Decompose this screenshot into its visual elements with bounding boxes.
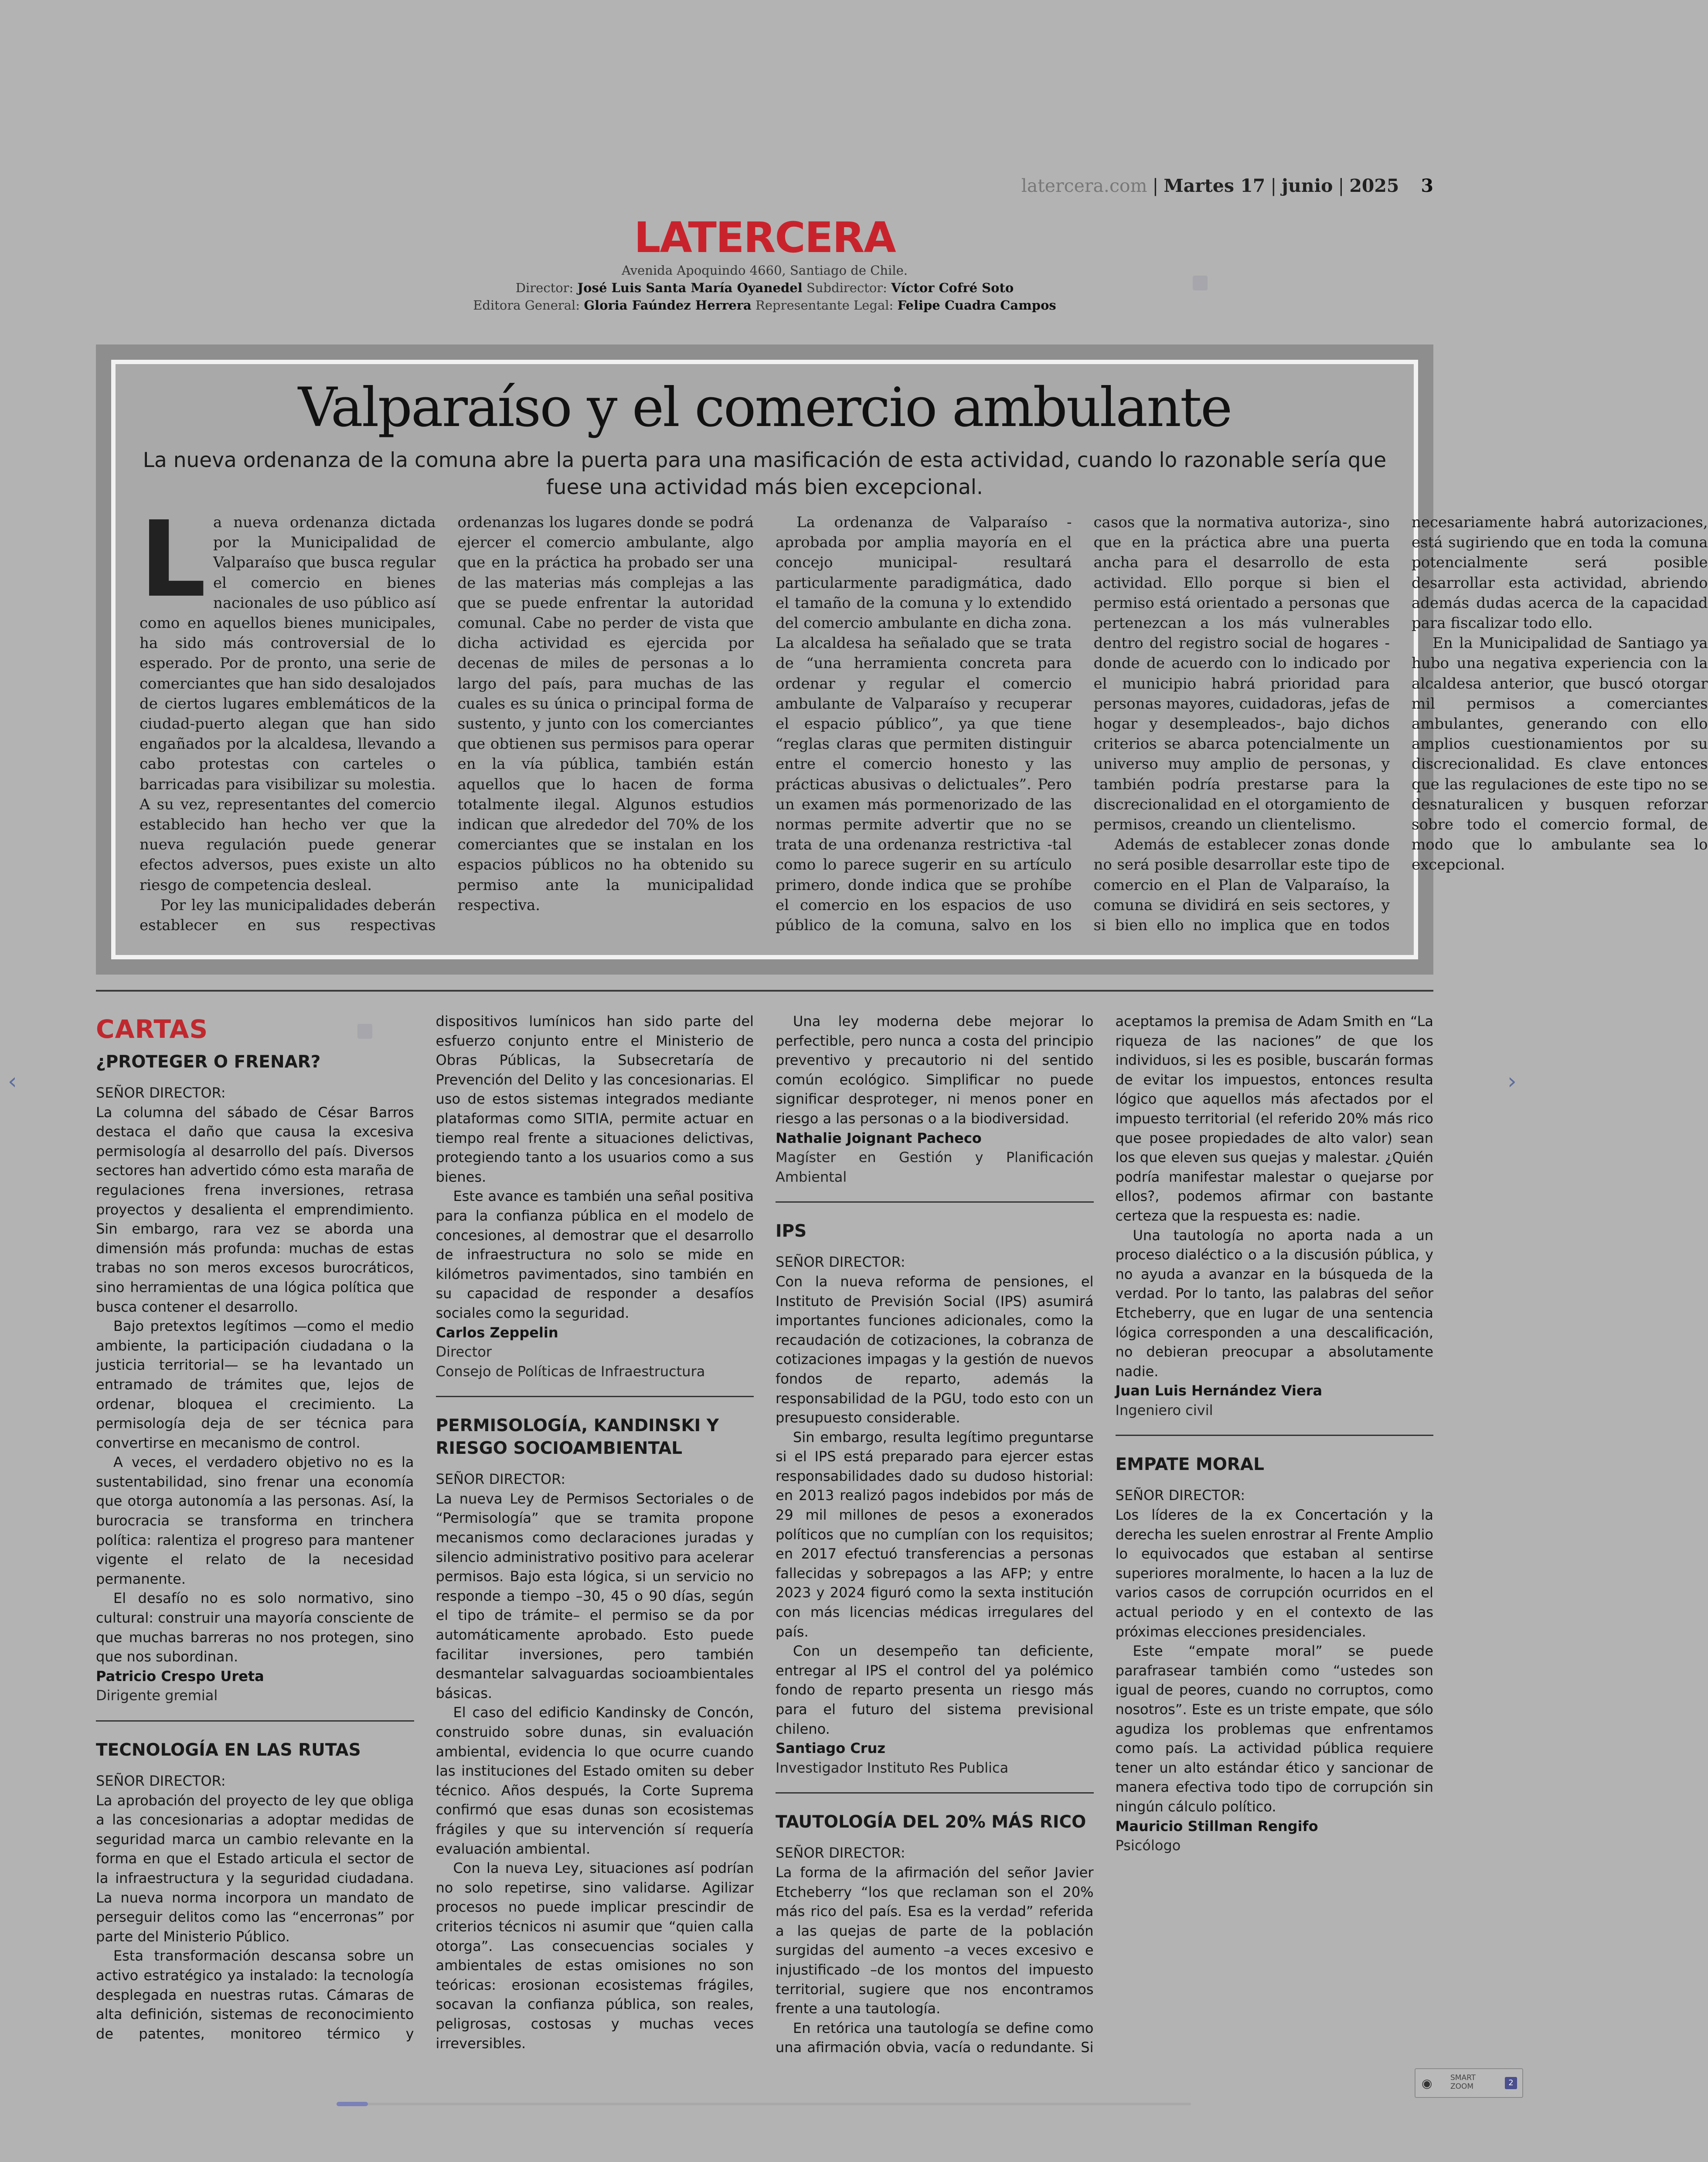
letter-heading: TECNOLOGÍA EN LAS RUTAS	[96, 1740, 361, 1760]
letter-heading: ¿PROTEGER O FRENAR?	[96, 1052, 321, 1072]
letter-paragraph: Este avance es también una señal positiva para la confianza pública en el modelo de concesiones, al demostrar que el desarrollo de infraestructura no solo se mide en kilómetros pavimentados, sino también en su capacidad de responder a desafíos sociales como la seguridad.	[436, 1188, 754, 1321]
letter-paragraph: La nueva Ley de Permisos Sectoriales o de “Permisología” que se tramita propone mecanismos como declaraciones juradas y silencio administrativo positivo para acelerar permisos. Bajo esta lógica, si un servicio no responde a tiempo –30, 45 o 90 días, según el tipo de trámite– el permiso se da por automáticamente aprobado. Esto puede facilitar inversiones, pero también desmantelar salvaguardas socioambientales básicas.	[436, 1490, 754, 1702]
masthead	[96, 214, 1433, 314]
editorial-body	[139, 498, 1708, 948]
letter-signature: Mauricio Stillman Rengifo	[1115, 1818, 1318, 1835]
letter	[96, 1051, 414, 1722]
letter-paragraph: La forma de la afirmación del señor Javier Etcheberry “los que reclaman son el 20% más rico del país. Esa es la verdad” referida a las quejas de parte de la población surgidas del aumento –a veces excesivo e injustificado –de los montos del impuesto territorial, sugiere que nos encontramos frente a una tautología.	[776, 1864, 1094, 2017]
editorial-subtitle: La nueva ordenanza de la comuna abre la puerta para una masificación de esta actividad, cuando lo razonable sería que fuese una actividad más bien excepcional.	[143, 448, 1387, 499]
letter-heading: TAUTOLOGÍA DEL 20% MÁS RICO	[776, 1812, 1086, 1832]
letter-signature: Santiago Cruz	[776, 1740, 885, 1757]
scrollbar-thumb[interactable]	[337, 2102, 368, 2106]
eye-icon: ◉	[1422, 2076, 1432, 2090]
salutation: SEÑOR DIRECTOR:	[776, 1845, 905, 1862]
editor-line: Editora General: Gloria Faúndez Herrera Representante Legal: Felipe Cuadra Campos	[473, 298, 1056, 313]
director-line: Director: José Luis Santa María Oyanedel Subdirector: Víctor Cofré Soto	[515, 280, 1014, 295]
letter-paragraph: El caso del edificio Kandinsky de Concón, construido sobre dunas, sin evaluación ambiental, evidencia lo que ocurre cuando las instituciones del Estado omiten su deber técnico. Años después, la Corte Suprema confirmó que esas dunas son ecosistemas frágiles y que su intervención sí requería evaluación ambiental.	[436, 1704, 754, 1857]
editorial-paragraph: Por ley las municipalidades deberán establecer en sus respectivas ordenanzas los lugares donde se podrá ejercer el comercio ambulante, algo que en la práctica ha probado ser una de las materias más complejas a las que se puede enfrentar la autoridad comunal. Cabe no perder de vista que dicha actividad es ejercida por decenas de miles de personas a lo largo del país, para muchas de las cuales es su única o principal forma de sustento, y junto con los comerciantes que obtienen sus permisos para operar en la vía pública, también están aquellos que lo hacen de forma totalmente ilegal. Algunos estudios indican que alrededor del 70% de los comerciantes que se instalan en los espacios públicos no ha obtenido su permiso ante la municipalidad respectiva.	[139, 514, 754, 934]
section-divider	[96, 990, 1433, 992]
logo: LATERCERA	[634, 213, 895, 262]
letter-paragraph: En retórica una tautología se define como una afirmación obvia, vacía o redundante. Si aceptamos la premisa de Adam Smith en “La riqueza de las naciones” de que los individuos, si les es posible, buscarán formas de evitar los impuestos, entonces resulta lógico que aquellos más afectados por el impuesto territorial (el referido 20% más rico que posee propiedades de alto valor) sean los que eleven sus quejas y malestar. ¿Quién podría manifestar malestar o quejarse por ellos?, podemos afirmar con bastante certeza que la respuesta es: nadie.	[776, 1013, 1433, 2056]
letter-paragraph: La columna del sábado de César Barros destaca el daño que causa la excesiva permisología al desarrollo del país. Diversos sectores han advertido cómo esta maraña de regulaciones frena inversiones, retrasa proyectos y desalienta el emprendimiento. Sin embargo, rara vez se aborda una dimensión más profunda: muchas de estas trabas no son meros excesos burocráticos, sino herramientas de una lógica política que busca contener el desarrollo.	[96, 1104, 414, 1315]
smart-zoom-label: SMART ZOOM	[1450, 2073, 1476, 2091]
letter-heading: IPS	[776, 1221, 807, 1241]
letter-paragraph: El desafío no es solo normativo, sino cultural: construir una mayoría consciente de que muchas barreras no nos protegen, sino que nos subordinan.	[96, 1590, 414, 1665]
salutation: SEÑOR DIRECTOR:	[776, 1254, 905, 1271]
letter-role: Consejo de Políticas de Infraestructura	[436, 1363, 705, 1380]
letter-paragraph: Una ley moderna debe mejorar lo perfectible, pero nunca a costa del principio preventivo y precautorio ni del sentido común ecológico. Simplificar no puede significar desproteger, ni menos poner en riesgo a las personas o a la biodiversidad.	[776, 1013, 1094, 1127]
letter-paragraph: Con la nueva Ley, situaciones así podrían no solo repetirse, sino validarse. Agilizar procesos no puede implicar prescindir de criterios técnicos ni asumir que “quien calla otorga”. Las consecuencias sociales y ambientales de estas omisiones no son teóricas: erosionan ecosistemas frágiles, socavan la confianza pública, son reales, peligrosas, costosas y muchas veces irreversibles.	[436, 1860, 754, 2052]
letter-paragraph: Con la nueva reforma de pensiones, el Instituto de Previsión Social (IPS) asumirá importantes funciones adicionales, como la recaudación de cotizaciones, la cobranza de cotizaciones impagas y la gestión de nuevos fondos de reparto, además la responsabilidad de la PGU, todo esto con un presupuesto considerable.	[776, 1273, 1094, 1426]
letter-paragraph: Con un desempeño tan deficiente, entregar al IPS el control del ya polémico fondo de reparto presenta un riesgo más para el futuro del sistema previsional chileno.	[776, 1643, 1094, 1737]
page-number: 3	[1421, 175, 1433, 196]
letter-role: Psicólogo	[1115, 1837, 1181, 1854]
editorial-paragraph: Además de establecer zonas donde no será posible desarrollar este tipo de comercio en el Plan de Valparaíso, la comuna se dividirá en seis sectores, y si bien ello no implica que en todos necesariamente habrá autorizaciones, está sugiriendo que en toda la comuna potencialmente será posible desarrollar esta actividad, abriendo además dudas acerca de la capacidad para fiscalizar todo ello.	[1093, 514, 1708, 934]
date-day: Martes 17	[1164, 175, 1266, 196]
site-name: latercera.com	[1021, 175, 1147, 196]
letter-heading: EMPATE MORAL	[1115, 1455, 1264, 1475]
page-header: latercera.com | Martes 17 | junio | 2025 3	[1021, 175, 1433, 196]
letter-signature: Carlos Zeppelin	[436, 1324, 558, 1341]
zoom-area-icon[interactable]	[1193, 276, 1208, 290]
letter-paragraph: Una tautología no aporta nada a un proceso dialéctico o a la discusión pública, y no ayuda a avanzar en la búsqueda de la verdad. Por lo tanto, las palabras del señor Etcheberry, que en lugar de una sentencia lógica corresponden a una descalificación, no debieran preocupar a absolutamente nadie.	[1115, 1227, 1433, 1380]
salutation: SEÑOR DIRECTOR:	[436, 1471, 566, 1488]
letter-paragraph: Bajo pretextos legítimos —como el medio ambiente, la participación ciudadana o la justicia territorial— se ha levantado un entramado de trámites que, lejos de ordenar, bloquea el crecimiento. La permisología deja de ser técnica para convertirse en mecanismo de control.	[96, 1318, 414, 1451]
date-year: 2025	[1349, 175, 1399, 196]
letter-paragraph: Este “empate moral” se puede parafrasear también como “ustedes son igual de peores, cuando no corruptos, como nosotros”. Este es un triste empate, que sólo agudiza los problemas que enfrentamos como país. La actividad pública requiere tener un alto estándar ético y sancionar de manera efectiva todo tipo de corrupción sin ningún cálculo político.	[1115, 1643, 1433, 1815]
salutation: SEÑOR DIRECTOR:	[96, 1773, 226, 1789]
smart-zoom-button[interactable]	[1415, 2068, 1523, 2098]
letter-paragraph: Sin embargo, resulta legítimo preguntarse si el IPS está preparado para ejercer estas responsabilidades dado su dudoso historial: en 2013 realizó pagos indebidos por más de 29 mil millones de pesos a exonerados políticos que no cumplían con los requisitos; en 2017 efectuó transferencias a personas fallecidas y sobrepagos a las AFP; y entre 2023 y 2024 figuró como la sexta institución con más licencias médicas irregulares del país.	[776, 1429, 1094, 1640]
editorial-title: Valparaíso y el comercio ambulante	[298, 376, 1232, 439]
letter	[776, 1220, 1094, 1794]
prev-page-icon[interactable]: ‹	[8, 1068, 17, 1095]
salutation: SEÑOR DIRECTOR:	[1115, 1487, 1245, 1504]
letter-paragraph: Los líderes de la ex Concertación y la derecha les suelen enrostrar al Frente Amplio lo equivocados que estaban al sentirse superiores moralmente, lo hacen a la luz de varios casos de corrupción ocurridos en el actual periodo y en el contexto de las próximas elecciones presidenciales.	[1115, 1507, 1433, 1640]
editorial-paragraph: La nueva ordenanza dictada por la Municipalidad de Valparaíso que busca regular el comercio en bienes nacionales de uso público así como en aquellos bienes municipales, ha sido más controversial de lo esperado. Por de pronto, una serie de comerciantes que han sido desalojados de ciertos lugares emblemáticos de la ciudad-puerto alegan que han sido engañados por la alcaldesa, llevando a cabo protestas con carteles o barricadas para visibilizar su molestia. A su vez, representantes del comercio establecido han hecho ver que la nueva regulación puede generar efectos adversos, pues existe un alto riesgo de competencia desleal.	[139, 498, 436, 894]
salutation: SEÑOR DIRECTOR:	[96, 1084, 226, 1101]
letter-role: Ingeniero civil	[1115, 1402, 1213, 1419]
letter-role: Magíster en Gestión y Planificación Ambiental	[776, 1149, 1094, 1185]
letters-section	[96, 1012, 1433, 2058]
letter-role: Investigador Instituto Res Publica	[776, 1759, 1009, 1776]
date-month: junio	[1282, 175, 1333, 196]
letter	[1116, 1453, 1434, 1870]
letter-role: Director	[436, 1344, 492, 1361]
editorial-paragraph: En la Municipalidad de Santiago ya hubo una negativa experiencia con la alcaldesa anterior, que buscó otorgar mil permisos a comerciantes ambulantes, generando con ello amplios cuestionamientos por su discrecionalidad. Es clave entonces que las regulaciones de este tipo no se desnaturalicen y busquen reforzar sobre todo el comercio formal, de modo que lo ambulante sea lo excepcional.	[1412, 634, 1708, 874]
editorial-box	[96, 344, 1708, 975]
letter-signature: Patricio Crespo Ureta	[96, 1668, 264, 1685]
zoom-count-badge: 2	[1505, 2077, 1517, 2089]
editorial-inner	[111, 360, 1708, 959]
letter-paragraph: Esta transformación descansa sobre un activo estratégico ya instalado: la tecnología desplegada en nuestras rutas. Cámaras de alta definición, sistemas de reconocimiento de patentes, monitoreo térmico y dispositivos lumínicos han sido parte del esfuerzo conjunto entre el Ministerio de Obras Públicas, la Subsecretaría de Prevención del Delito y las concesionarias. El uso de estos sistemas integrados mediante plataformas como SITIA, permite actuar en tiempo real frente a situaciones delictivas, protegiendo tanto a los usuarios como a sus bienes.	[96, 1013, 754, 2042]
letter-heading: PERMISOLOGÍA, KANDINSKI Y RIESGO SOCIOAMBIENTAL	[436, 1416, 719, 1459]
page-scrollbar[interactable]	[337, 2103, 1191, 2105]
letter-role: Dirigente gremial	[96, 1687, 218, 1704]
letter-paragraph: La aprobación del proyecto de ley que obliga a las concesionarias a adoptar medidas de seguridad marca un cambio relevante en la forma en que el Estado articula el sector de la infraestructura y la seguridad ciudadana. La nueva norma incorpora un mandato de perseguir delitos como las “encerronas” por parte del Ministerio Público.	[96, 1792, 414, 1945]
letter-signature: Juan Luis Hernández Viera	[1115, 1382, 1323, 1399]
section-title: CARTAS	[96, 1014, 208, 1044]
editorial-paragraph: La ordenanza de Valparaíso -aprobada por amplia mayoría en el concejo municipal- resultará particularmente paradigmática, dado el tamaño de la comuna y lo extendido del comercio ambulante en dicha zona. La alcaldesa ha señalado que se trata de “una herramienta concreta para ordenar y regular el comercio ambulante de Valparaíso y recuperar el espacio público”, ya que tiene “reglas claras que permiten distinguir entre el comercio honesto y las prácticas abusivas o delictuales”. Pero un examen más pormenorizado de las normas permite advertir que no se trata de una ordenanza restrictiva -tal como lo parece sugerir en su artículo primero, donde indica que se prohíbe el comercio en los espacios de uso público de la comuna, salvo en los casos que la normativa autoriza-, sino que en la práctica abre una puerta ancha para el desarrollo de esta actividad. Ello porque si bien el permiso está orientado a personas que pertenezcan a los más vulnerables dentro del registro social de hogares -donde de acuerdo con lo indicado por el municipio habrá prioridad para personas mayores, cuidadoras, jefas de hogar y desempleados-, bajo dichos criterios se abarca potencialmente un universo muy amplio de personas, y también podría prestarse para la discrecionalidad en el otorgamiento de permisos, creando un clientelismo.	[776, 514, 1390, 934]
newspaper-page	[96, 166, 1708, 2067]
next-page-icon[interactable]: ›	[1507, 1068, 1517, 1095]
letter-signature: Nathalie Joignant Pacheco	[776, 1129, 982, 1146]
address: Avenida Apoquindo 4660, Santiago de Chile.	[621, 263, 908, 278]
dropcap: L	[139, 498, 206, 621]
letter-paragraph: A veces, el verdadero objetivo no es la sustentabilidad, sino frenar una economía que otorga autonomía a las personas. Así, la burocracia se transforma en trinchera política: ralentiza el progreso para mantener vigente el relato de la necesidad permanente.	[96, 1454, 414, 1587]
